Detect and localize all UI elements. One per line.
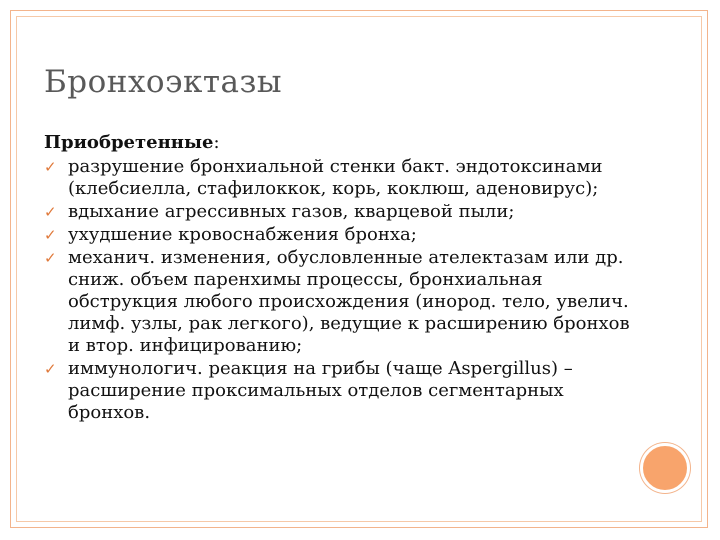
decorative-circle: [640, 443, 690, 493]
check-icon: ✓: [44, 203, 57, 221]
section-heading: [44, 132, 644, 154]
list-item-text: вдыхание агрессивных газов, кварцевой пыли;: [68, 201, 515, 222]
list-item-text: разрушение бронхиальной стенки бакт. эндотоксинами (клебсиелла, стафилоккок, корь, коклюш, аденовирус);: [68, 156, 603, 199]
list-item: [44, 201, 644, 223]
list-item: [44, 247, 644, 357]
list-item: [44, 358, 644, 424]
check-icon: ✓: [44, 226, 57, 244]
check-icon: ✓: [44, 158, 57, 176]
slide-content: [44, 132, 644, 425]
list-item: [44, 156, 644, 200]
section-heading-colon: :: [213, 132, 220, 153]
section-heading-text: Приобретенные: [44, 132, 214, 153]
check-icon: ✓: [44, 360, 57, 378]
list-item-text: механич. изменения, обусловленные ателектазам или др. сниж. объем паренхимы процессы, бронхиальная обструкция любого происхождения (инород. тело, увелич. лимф. узлы, рак легкого), ведущие к расширению бронхов и втор. инфицированию;: [68, 247, 630, 356]
slide-title: Бронхоэктазы: [44, 64, 283, 100]
bullet-list: [44, 156, 644, 424]
check-icon: ✓: [44, 249, 57, 267]
list-item-text: иммунологич. реакция на грибы (чаще Aspergillus) – расширение проксимальных отделов сегментарных бронхов.: [68, 358, 573, 423]
list-item-text: ухудшение кровоснабжения бронха;: [68, 224, 417, 245]
list-item: [44, 224, 644, 246]
